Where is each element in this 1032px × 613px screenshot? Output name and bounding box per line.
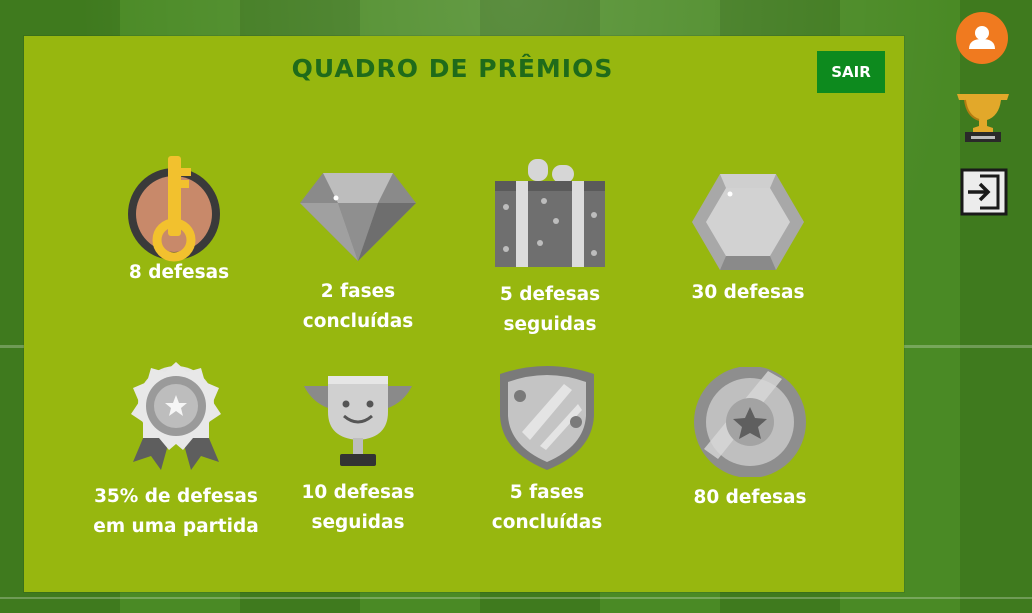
award-item[interactable] <box>648 172 848 308</box>
award-label: 80 defesas <box>693 487 807 508</box>
logout-button[interactable] <box>960 168 1008 220</box>
smiling-cup-icon <box>298 372 418 472</box>
exit-button[interactable]: SAIR <box>817 51 885 93</box>
profile-button[interactable] <box>956 12 1008 68</box>
award-label: 8 defesas <box>128 262 230 283</box>
award-item[interactable] <box>258 372 458 538</box>
rosette-medal-icon <box>121 362 231 472</box>
award-label: 5 defesas seguidas <box>499 284 601 335</box>
award-label: 10 defesas seguidas <box>301 482 415 533</box>
profile-icon <box>956 12 1008 64</box>
award-item[interactable] <box>447 362 647 538</box>
award-label: 30 defesas <box>691 282 805 303</box>
award-item[interactable] <box>258 165 458 337</box>
award-label: 35% de defesas em uma partida <box>93 486 259 537</box>
diamond-icon <box>298 165 418 265</box>
trophy-button[interactable] <box>955 90 1011 148</box>
page-title: QUADRO DE PRÊMIOS <box>291 54 614 83</box>
shield-icon <box>492 362 602 474</box>
award-item[interactable] <box>76 362 276 542</box>
award-item[interactable] <box>79 152 279 288</box>
star-coin-icon <box>690 367 810 477</box>
exit-icon <box>960 168 1008 216</box>
trophy-icon <box>955 90 1011 144</box>
field-line <box>0 597 1032 599</box>
award-item[interactable] <box>650 367 850 513</box>
gift-box-icon <box>490 157 610 272</box>
award-label: 5 fases concluídas <box>491 482 603 533</box>
award-item[interactable] <box>450 157 650 340</box>
hexagon-gem-icon <box>688 172 808 272</box>
award-label: 2 fases concluídas <box>302 281 414 332</box>
key-icon <box>124 152 234 262</box>
